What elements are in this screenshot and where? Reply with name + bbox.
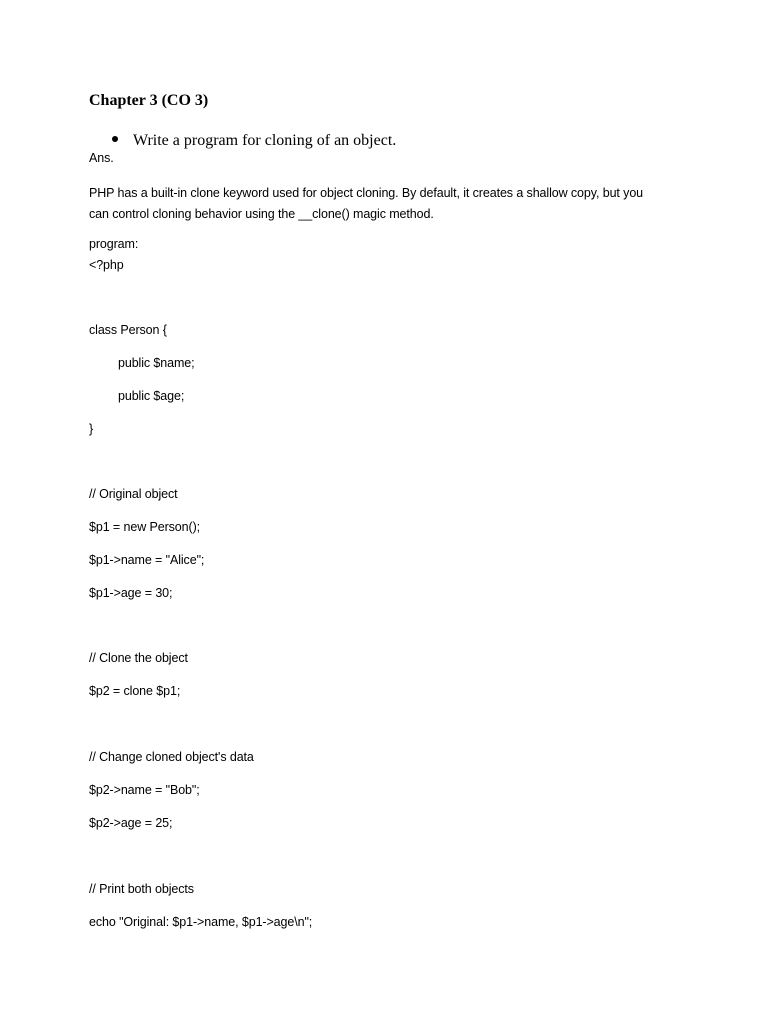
code-line-comment-print: // Print both objects <box>89 882 194 896</box>
code-line-p1-new: $p1 = new Person(); <box>89 520 201 534</box>
question-text: Write a program for cloning of an object. <box>133 132 397 149</box>
code-line-p2-clone: $p2 = clone $p1; <box>89 684 181 698</box>
code-line-echo-original: echo "Original: $p1->name, $p1->age\n"; <box>89 915 313 929</box>
code-line-comment-clone: // Clone the object <box>89 651 188 665</box>
code-line-p1-age: $p1->age = 30; <box>89 586 173 600</box>
answer-paragraph <box>89 183 689 225</box>
code-line-class-open: class Person { <box>89 323 167 337</box>
question-bullet <box>112 132 396 150</box>
answer-label: Ans. <box>89 151 114 165</box>
paragraph-line: PHP has a built-in clone keyword used for object cloning. By default, it creates a shallow copy, but you <box>89 186 644 200</box>
code-line-prop-age: public $age; <box>118 389 185 403</box>
code-line-php-open: <?php <box>89 258 124 272</box>
code-line-class-close: } <box>89 422 94 436</box>
program-label: program: <box>89 237 139 251</box>
code-line-comment-original: // Original object <box>89 487 178 501</box>
code-line-p1-name: $p1->name = "Alice"; <box>89 553 205 567</box>
chapter-heading: Chapter 3 (CO 3) <box>89 92 209 109</box>
bullet-icon <box>112 136 118 142</box>
code-line-p2-name: $p2->name = "Bob"; <box>89 783 200 797</box>
paragraph-line: can control cloning behavior using the __clone() magic method. <box>89 207 434 221</box>
code-line-prop-name: public $name; <box>118 356 195 370</box>
code-line-p2-age: $p2->age = 25; <box>89 816 173 830</box>
code-line-comment-change: // Change cloned object's data <box>89 750 254 764</box>
